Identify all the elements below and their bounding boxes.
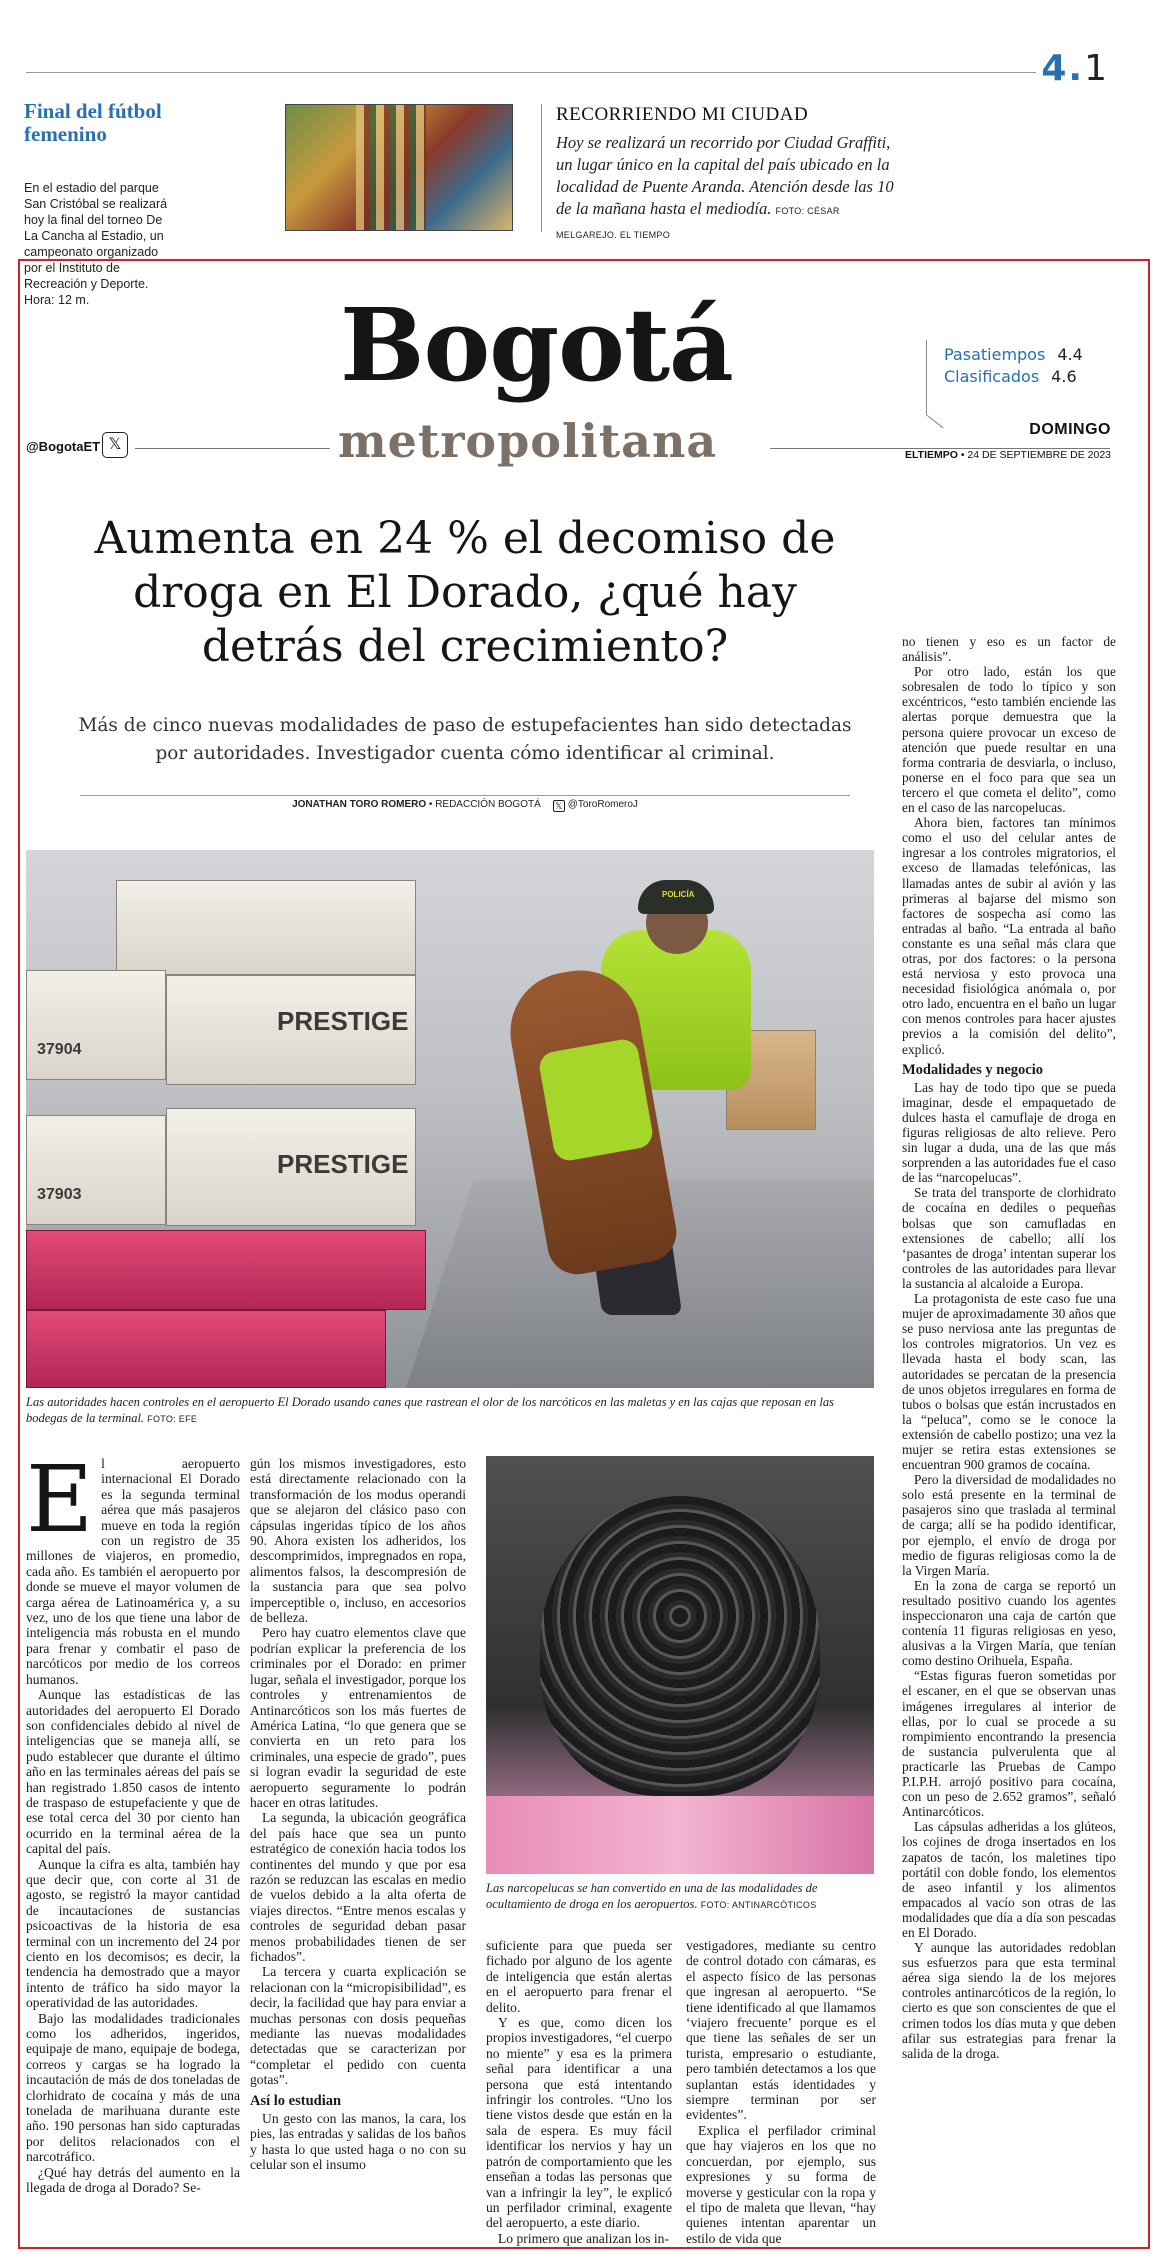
paragraph: ¿Qué hay detrás del aumento en la llegada de droga al Dorado? Se- [26,2164,240,2196]
masthead-handle[interactable]: @BogotaET [26,439,101,454]
paragraph: Se trata del transporte de clorhidrato de cocaína en dediles o pequeñas bolsas que son camufladas en extensiones de cabello; allí los ‘pasantes de droga’ intentan superar los controles de las autoridades para llevar la sustancia al alcaloide a Europa. [902,1185,1116,1291]
index-rule [926,340,927,414]
article-column-5 [902,634,1116,2061]
page-number [1041,48,1109,89]
paragraph: Lo primero que analizan los in- [498,2230,669,2246]
top-rule [26,72,1036,73]
main-photo-credit: FOTO: EFE [147,1414,198,1424]
paragraph: Aunque las estadísticas de las autoridades del aeropuerto El Dorado son confidenciales debido al nivel de inteligencias que se maneja allí, se pudo establecer que durante el último año en las terminales aéreas del país se han registrado 1.850 casos de intento de traspaso de estupefaciente y que de ese total cerca del 30 por ciento han ocurrido en la terminal aérea de la capital del país. [26,1687,240,1857]
paragraph: Explica el perfilador criminal que hay viajeros en los que no concuerdan, por ejemplo, sus expresiones y su forma de moverse y gesticular con la ropa y el tipo de maleta que llevan, “hay quienes intentan aparentar un estilo de vida que [686,2122,876,2246]
graffiti-thumbnail [285,104,513,231]
teaser-right-credit: FOTO: CÉSAR MELGAREJO. EL TIEMPO [556,206,840,240]
masthead-subtitle: metropolitana [338,414,718,468]
article-column-4 [686,1938,876,2246]
graffiti-stripe [356,105,426,231]
paragraph: “Estas figuras fueron sometidas por el escaner, en el que se observan unas imágenes irregulares al interior de ellas, por lo cual se procede a su rompimiento encontrando la presencia de sustancia pulverulenta que al practicarle las Pruebas de Campo P.I.P.H. arrojó positivo para cocaína, con un peso de 2.652 gramos”, señaló Antinarcóticos. [902,1668,1116,1820]
index-page: 4.4 [1057,345,1083,364]
x-logo-icon: 𝕏 [553,800,565,812]
byline-rule [80,795,850,796]
narcopeluca-photo [486,1456,874,1874]
page-page: 1 [1084,48,1109,89]
teaser-right-body: Hoy se realizará un recorrido por Ciudad Graffiti, un lugar único en la capital del país ubicado en la localidad de Puente Aranda. Atención desde las 10 de la mañana hasta el mediodía. [556,133,894,218]
paper-name: ELTIEMPO [905,449,958,461]
article-column-1 [26,1446,240,2196]
narcopeluca-caption [486,1880,874,1913]
cargo-box [26,970,166,1080]
cap-text: POLICÍA [662,890,695,899]
box-code: 37904 [37,1041,82,1058]
teaser-left-text: En el estadio del parque San Cristóbal se realizará hoy la final del torneo De La Cancha al Estadio, un campeonato organizado por el Instituto de Recreación y Deporte. Hora: 12 m. [24,181,168,307]
byline [80,799,850,812]
paragraph: vestigadores, mediante su centro de control dotado con cámaras, es el aspecto físico de las personas que ingresan al aeropuerto. “Se tiene identificado al que llamamos ‘viajero frecuente’ porque es el que tiene las señales de ser un turista, empresario o estudiante, pero también detectamos a los que suplantan estás identidades y siempre terminan por ser evidentes”. [686,1938,876,2123]
cargo-box [166,1108,416,1226]
paragraph: Las hay de todo tipo que se pueda imaginar, desde el empaquetado de dulces hasta el camuflaje de droga en figuras religiosas de alto relieve. Pero sin lugar a duda, una de las que más sorprenden a las autoridades fue el caso de las “narcopelucas”. [902,1079,1116,1186]
paragraph: gún los mismos investigadores, esto está directamente relacionado con la transformación de los modus operandi que se alejaron del clásico paso con cápsulas ingeridas típico de los años 90. Ahora existen los adheridos, los descomprimidos, impregnados en ropa, alimentos falsos, la descompresión de la sustancia para que sea polvo imperceptible o, incluso, en accesorios de belleza. [250,1456,466,1626]
teaser-right-text [556,132,896,246]
teaser-separator [541,104,542,232]
column-heading: Modalidades y negocio [902,1061,1043,1078]
wig-capsules [540,1496,820,1796]
cargo-box [166,975,416,1085]
index-item[interactable] [944,366,1083,388]
article-column-3 [486,1938,672,2246]
pink-cargo-box [26,1230,426,1310]
pink-cargo-box [26,1310,386,1388]
index-item[interactable] [944,344,1083,366]
narcopeluca-credit: FOTO: ANTINARCÓTICOS [700,1900,817,1910]
author-handle[interactable]: @ToroRomeroJ [567,799,638,810]
issue-date-text: • 24 DE SEPTIEMBRE DE 2023 [957,449,1111,461]
paragraph: La protagonista de este caso fue una mujer de aproximadamente 30 años que se puso nerviosa ante las preguntas de los controles migratorios. Un vez es llevada hasta el body scan, las autoridades se percatan de la presencia de unos objetos irregulares en forma de tubos o bolsas que están incrustados en la “peluca”, como se le conoce la extensión de cabello postizo; una vez la mujer se retira estas extensiones se encuentran 900 gramos de cocaína. [902,1291,1116,1473]
paragraph: Las cápsulas adheridas a los glúteos, los cojines de droga insertados en los zapatos de tacón, los maletines tipo portátil con doble fondo, los elementos de aseo infantil y los alimentos empacados al vacío son otras de las modalidades que día a día son pescadas en El Dorado. [902,1819,1116,1940]
article-subhead: Más de cinco nuevas modalidades de paso de estupefacientes han sido detectadas por autoridades. Investigador cuenta cómo identificar al criminal. [78,715,852,764]
paragraph: Pero la diversidad de modalidades no solo está presente en la terminal de pasajeros sino que traslada al terminal de carga; allí se ha podido identificar, por ejemplo, el envío de droga por medio de figuras religiosas como la de la Virgen María. [902,1472,1116,1578]
paragraph: Un gesto con las manos, la cara, los pies, las entradas y salidas de los baños y hasta lo que usted haga o no con su celular son el insumo [250,2111,466,2173]
paragraph: Por otro lado, están los que sobresalen de todo lo típico y son excéntricos, “esto también enciende las alertas porque demuestra que la persona quiere provocar un exceso de atención que puede resultar en una forma contraria de desviarla, o incluso, ponerse en el foco para que sea un tercero el que cometa el delito”, como en el caso de las narcopelucas. [902,664,1116,816]
masthead-rule-left [135,448,330,449]
main-photo-caption-text: Las autoridades hacen controles en el aeropuerto El Dorado usando canes que rastrean el olor de los narcóticos en las maletas y en las cajas que reposan en las bodegas de la terminal. [26,1395,835,1425]
paragraph: Aunque la cifra es alta, también hay que decir que, con corte al 31 de agosto, se registró la mayor cantidad de incautaciones de sustancias psicoactivas de la historia de esa terminal con un incremento del 24 por ciento en los decomisos; es decir, la tendencia ha demostrado que a mayor intento de tráfico ha sido mayor la operatividad de las autoridades. [26,1856,240,2011]
cargo-box [116,880,416,975]
narcopeluca-caption-text: Las narcopelucas se han convertido en una de las modalidades de ocultamiento de droga en los aeropuertos. [486,1881,818,1911]
paragraph: En la zona de carga se reportó un resultado positivo cuando los agentes inspeccionaron una caja de cartón que contenía 11 figuras religiosas en yeso, alusivas a la Virgen María, que tenían como destino Orihuela, España. [902,1577,1116,1669]
lead-paragraph-text: l aeropuerto internacional El Dorado es la segunda terminal aérea que más pasajeros mueve en toda la región con un registro de 35 millones de viajeros, en promedio, cada año. Es también el aeropuerto por donde se mueve el mayor volumen de carga aérea de Latinoamérica y, a su vez, uno de los que tiene una labor de inteligencia más robusta en el mundo para frenar y combatir el paso de narcóticos por medio de los correos humanos. [26,1456,240,1687]
section-index [944,344,1083,388]
index-label: Pasatiempos [944,345,1046,364]
paragraph: La segunda, la ubicación geográfica del país hace que sea un punto estratégico de conexión hacia todos los continentes del mundo y que por esa razón se reduzcan las escalas en medio de vuelos debido a la alta oferta de viajes directos. “Entre menos escalas y controles de seguridad deban pasar menos probabilidades tienen de ser fichados”. [250,1810,466,1964]
index-page: 4.6 [1051,367,1077,386]
teaser-left-title: Final del fútbol femenino [24,99,162,146]
box-code: 37903 [37,1186,82,1203]
author-desk: • REDACCIÓN BOGOTÁ [426,799,541,810]
page-section: 4. [1041,48,1085,89]
paragraph: Bajo las modalidades tradicionales como los adheridos, ingeridos, equipaje de mano, equipaje de bodega, correos y cargas se ha logrado la incautación de más de dos toneladas de clorhidrato de cocaína y más de una tonelada de marihuana durante este año. 190 personas han sido capturadas por delitos relacionados con el narcotráfico. [26,2010,240,2165]
paragraph: Y aunque las autoridades redoblan sus esfuerzos para que esta terminal aérea siga siendo la de los mejores controles antinarcóticos de la región, lo cierto es que son conscientes de que el crimen todos los días muta y que deben afilar sus estrategias para frenar la salida de la droga. [902,1940,1116,2061]
issue-day: DOMINGO [1029,421,1111,438]
column-heading: Así lo estudian [250,2092,342,2109]
author-name: JONATHAN TORO ROMERO [292,799,427,810]
drop-cap: E [26,1446,94,1553]
lead-paragraph [26,1446,240,1687]
main-photo [26,850,874,1388]
officer-cap [638,880,714,914]
paragraph: La tercera y cuarta explicación se relacionan con la “micropisibilidad”, es decir, la facilidad que hay para enviar a muchas personas con dosis pequeñas mediante las nuevas modalidades detectadas que se caracterizan por “completar el pedido con cuenta gotas”. [250,1964,466,2088]
box-brand: PRESTIGE [277,1149,409,1179]
x-logo-icon[interactable]: 𝕏 [102,432,128,458]
paragraph: Pero hay cuatro elementos clave que podrían explicar la preferencia de los criminales por el Dorado: en primer lugar, señala el investigador, porque los controles y entrenamientos de Antinarcóticos son los más fuertes de América Latina, “lo que genera que se convierta en un reto para los criminales, una especie de grado”, pues si logran evadir la seguridad de este aeropuerto seguramente lo podrán hacer en otras latitudes. [250,1625,466,1810]
cargo-box [26,1115,166,1225]
pink-shirt [486,1796,874,1874]
index-label: Clasificados [944,367,1040,386]
article-headline: Aumenta en 24 % el decomiso de droga en El Dorado, ¿qué hay detrás del crecimiento? [94,513,836,672]
masthead-title: Bogotá [340,286,733,404]
issue-date [905,449,1111,461]
box-brand: PRESTIGE [277,1006,409,1036]
paragraph: no tienen y eso es un factor de análisis”. [902,634,1116,665]
teaser-right-title: RECORRIENDO MI CIUDAD [556,104,809,125]
paragraph: Ahora bien, factores tan mínimos como el uso del celular antes de ingresar a los controles migratorios, el exceso de llamadas telefónicas, las llamadas antes de subir al avión y las primeras al bajarse del mismo son factores de sospecha así como las entradas al baño. “La entrada al baño constante es una señal más clara que otras, por dos factores: o la persona está nerviosa y esto provoca una necesidad fisiológica anómala o, por otro lado, encuentra en el baño un lugar con menos controles para hacer ajustes previos a la comisión del delito”, explicó. [902,815,1116,1057]
paragraph: suficiente para que pueda ser fichado por alguno de los agente de inteligencia que están alertas en el aeropuerto para frenar el delito. [486,1938,672,2015]
main-photo-caption [26,1394,874,1427]
article-column-2 [250,1456,466,2173]
paragraph: Y es que, como dicen los propios investigadores, “el cuerpo no miente” y esa es la primera señal para identificar a una persona que está intentando infringir los controles. “Uno los tiene vistos desde que están en la sala de espera. Es muy fácil identificar los nervios y hay un patrón de comportamiento que les enseñan a todas las personas que van a infringir la ley”, le explicó un perfilador criminal, exagente del aeropuerto, a este diario. [486,2015,672,2231]
dog-vest [537,1037,655,1163]
